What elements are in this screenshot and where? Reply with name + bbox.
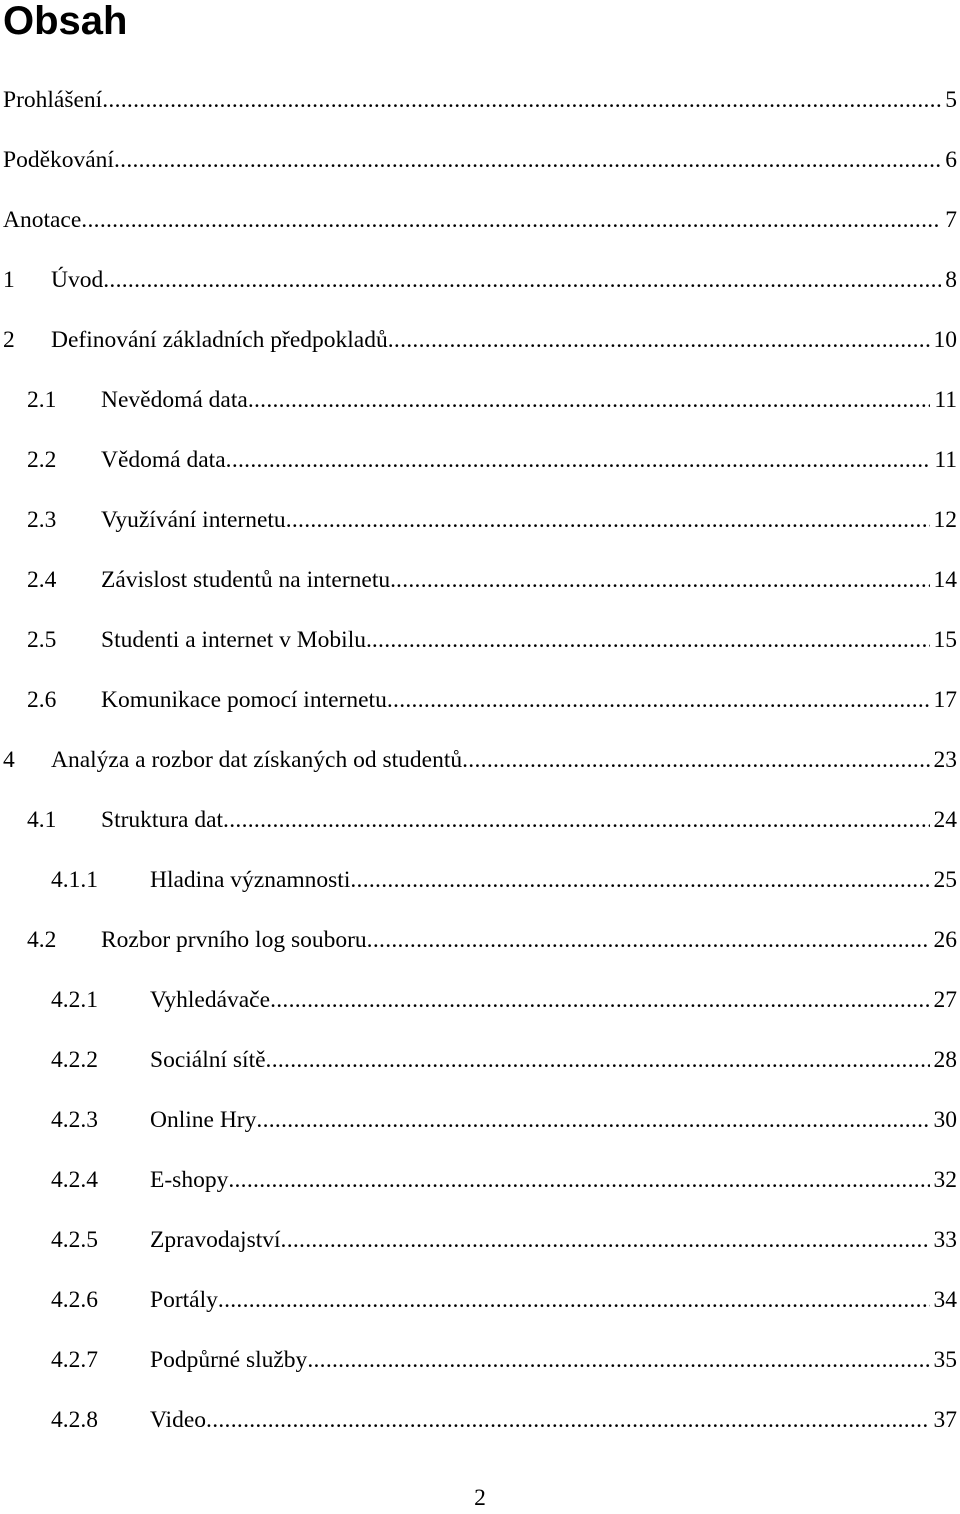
toc-entry-page: 11 bbox=[934, 447, 957, 473]
toc-entry-page: 12 bbox=[933, 507, 957, 533]
toc-entry-title: Nevědomá data bbox=[101, 387, 248, 413]
page-title: Obsah bbox=[3, 0, 128, 43]
table-of-contents bbox=[0, 70, 960, 1450]
toc-entry-row bbox=[51, 1330, 957, 1390]
toc-entry[interactable] bbox=[0, 1270, 960, 1330]
toc-entry-row bbox=[3, 310, 957, 370]
toc-entry-number: 4.2.2 bbox=[51, 1047, 98, 1073]
toc-entry-title: Video bbox=[150, 1407, 207, 1433]
toc-entry-row bbox=[3, 190, 957, 250]
toc-entry-number: 2.3 bbox=[27, 507, 57, 533]
toc-entry-title: Analýza a rozbor dat získaných od studentů bbox=[51, 747, 463, 773]
toc-entry-title: Rozbor prvního log souboru bbox=[101, 927, 367, 953]
toc-entry-page: 32 bbox=[933, 1167, 957, 1193]
toc-entry[interactable] bbox=[0, 1150, 960, 1210]
toc-dot-leader bbox=[206, 1390, 929, 1450]
toc-entry-row bbox=[3, 130, 957, 190]
toc-entry-row bbox=[51, 1390, 957, 1450]
toc-dot-leader bbox=[266, 1030, 930, 1090]
toc-entry-title: Využívání internetu bbox=[101, 507, 286, 533]
toc-entry-title: Vědomá data bbox=[101, 447, 226, 473]
toc-entry[interactable] bbox=[0, 1210, 960, 1270]
toc-entry-number: 2 bbox=[3, 327, 15, 353]
toc-entry-title: Komunikace pomocí internetu bbox=[101, 687, 387, 713]
toc-entry-row bbox=[3, 730, 957, 790]
toc-entry-number: 2.5 bbox=[27, 627, 57, 653]
toc-entry-title: Úvod bbox=[51, 267, 104, 293]
toc-entry-row bbox=[3, 250, 957, 310]
toc-entry-title: Prohlášení bbox=[3, 87, 103, 113]
toc-entry-row bbox=[51, 1210, 957, 1270]
toc-dot-leader bbox=[286, 490, 930, 550]
toc-entry-page: 7 bbox=[945, 207, 957, 233]
toc-entry-page: 30 bbox=[933, 1107, 957, 1133]
toc-entry-page: 25 bbox=[933, 867, 957, 893]
toc-entry[interactable] bbox=[0, 430, 960, 490]
toc-entry-number: 2.6 bbox=[27, 687, 57, 713]
toc-entry-page: 10 bbox=[933, 327, 957, 353]
toc-entry[interactable] bbox=[0, 850, 960, 910]
toc-entry-title: Struktura dat bbox=[101, 807, 224, 833]
toc-entry-row bbox=[51, 1030, 957, 1090]
toc-dot-leader bbox=[103, 250, 941, 310]
toc-entry[interactable] bbox=[0, 1090, 960, 1150]
toc-entry-row bbox=[51, 850, 957, 910]
toc-entry-row bbox=[27, 370, 957, 430]
toc-entry-page: 11 bbox=[934, 387, 957, 413]
toc-entry-page: 17 bbox=[933, 687, 957, 713]
toc-entry[interactable] bbox=[0, 550, 960, 610]
toc-entry-title: Anotace bbox=[3, 207, 82, 233]
toc-entry-title: Studenti a internet v Mobilu. bbox=[101, 627, 372, 653]
toc-entry-number: 2.2 bbox=[27, 447, 57, 473]
toc-dot-leader bbox=[350, 850, 929, 910]
toc-entry[interactable] bbox=[0, 310, 960, 370]
toc-entry-number: 4.2.1 bbox=[51, 987, 98, 1013]
toc-entry-page: 23 bbox=[933, 747, 957, 773]
toc-entry[interactable] bbox=[0, 670, 960, 730]
toc-entry-title: Poděkování bbox=[3, 147, 114, 173]
toc-entry-number: 4.2.8 bbox=[51, 1407, 98, 1433]
toc-entry[interactable] bbox=[0, 70, 960, 130]
toc-entry-row bbox=[51, 970, 957, 1030]
toc-entry-page: 6 bbox=[945, 147, 957, 173]
toc-entry[interactable] bbox=[0, 490, 960, 550]
page-number: 2 bbox=[474, 1485, 486, 1511]
toc-entry-page: 37 bbox=[933, 1407, 957, 1433]
toc-dot-leader bbox=[102, 70, 941, 130]
toc-dot-leader bbox=[372, 610, 930, 670]
toc-entry[interactable] bbox=[0, 610, 960, 670]
toc-dot-leader bbox=[367, 910, 930, 970]
toc-dot-leader bbox=[388, 310, 930, 370]
toc-entry-title: Definování základních předpokladů bbox=[51, 327, 388, 353]
toc-entry[interactable] bbox=[0, 250, 960, 310]
toc-entry-number: 2.1 bbox=[27, 387, 57, 413]
toc-entry-number: 4.2.7 bbox=[51, 1347, 98, 1373]
toc-entry-title: Závislost studentů na internetu. bbox=[101, 567, 397, 593]
toc-entry-page: 15 bbox=[933, 627, 957, 653]
toc-dot-leader bbox=[114, 130, 941, 190]
toc-entry-title: E-shopy bbox=[150, 1167, 229, 1193]
toc-entry[interactable] bbox=[0, 1030, 960, 1090]
toc-entry-page: 35 bbox=[933, 1347, 957, 1373]
toc-entry-title: Portály bbox=[150, 1287, 218, 1313]
toc-entry[interactable] bbox=[0, 910, 960, 970]
toc-entry[interactable] bbox=[0, 130, 960, 190]
toc-entry-row bbox=[3, 70, 957, 130]
toc-entry[interactable] bbox=[0, 970, 960, 1030]
toc-entry-title: Zpravodajství bbox=[150, 1227, 281, 1253]
toc-dot-leader bbox=[307, 1330, 929, 1390]
toc-entry-title: Online Hry bbox=[150, 1107, 257, 1133]
toc-dot-leader bbox=[226, 430, 931, 490]
toc-entry[interactable] bbox=[0, 1390, 960, 1450]
toc-entry-page: 34 bbox=[933, 1287, 957, 1313]
toc-entry-number: 2.4 bbox=[27, 567, 57, 593]
toc-dot-leader bbox=[281, 1210, 930, 1270]
toc-entry-title: Hladina významnosti bbox=[150, 867, 351, 893]
toc-entry-row bbox=[51, 1090, 957, 1150]
toc-entry-row bbox=[27, 910, 957, 970]
toc-entry-page: 14 bbox=[933, 567, 957, 593]
toc-dot-leader bbox=[396, 550, 929, 610]
toc-dot-leader bbox=[270, 970, 929, 1030]
toc-entry-title: Vyhledávače bbox=[150, 987, 271, 1013]
toc-entry-title: Sociální sítě bbox=[150, 1047, 266, 1073]
toc-dot-leader bbox=[462, 730, 929, 790]
toc-dot-leader bbox=[218, 1270, 930, 1330]
toc-entry-page: 8 bbox=[945, 267, 957, 293]
toc-dot-leader bbox=[256, 1090, 929, 1150]
toc-dot-leader bbox=[387, 670, 930, 730]
toc-entry[interactable] bbox=[0, 790, 960, 850]
toc-entry-number: 1 bbox=[3, 267, 15, 293]
toc-entry-page: 27 bbox=[933, 987, 957, 1013]
toc-entry-title: Podpůrné služby bbox=[150, 1347, 308, 1373]
toc-entry[interactable] bbox=[0, 370, 960, 430]
toc-entry-number: 4.2.5 bbox=[51, 1227, 98, 1253]
toc-entry[interactable] bbox=[0, 1330, 960, 1390]
toc-dot-leader bbox=[228, 1150, 929, 1210]
toc-entry-number: 4.2.3 bbox=[51, 1107, 98, 1133]
toc-entry-row bbox=[27, 610, 957, 670]
toc-entry-row bbox=[27, 490, 957, 550]
toc-entry-row bbox=[51, 1150, 957, 1210]
toc-entry-page: 5 bbox=[945, 87, 957, 113]
toc-dot-leader bbox=[248, 370, 931, 430]
toc-entry-number: 4.1.1 bbox=[51, 867, 98, 893]
toc-entry-page: 24 bbox=[933, 807, 957, 833]
toc-entry-number: 4.2 bbox=[27, 927, 57, 953]
toc-dot-leader bbox=[81, 190, 941, 250]
toc-entry-page: 33 bbox=[933, 1227, 957, 1253]
toc-dot-leader bbox=[223, 790, 929, 850]
toc-entry-row bbox=[27, 670, 957, 730]
toc-entry-number: 4.2.6 bbox=[51, 1287, 98, 1313]
toc-entry[interactable] bbox=[0, 190, 960, 250]
toc-entry-number: 4.1 bbox=[27, 807, 57, 833]
toc-entry-row bbox=[27, 790, 957, 850]
toc-entry-number: 4 bbox=[3, 747, 15, 773]
toc-entry[interactable] bbox=[0, 730, 960, 790]
toc-entry-number: 4.2.4 bbox=[51, 1167, 98, 1193]
toc-entry-row bbox=[51, 1270, 957, 1330]
toc-entry-row bbox=[27, 550, 957, 610]
toc-entry-page: 28 bbox=[933, 1047, 957, 1073]
toc-entry-row bbox=[27, 430, 957, 490]
toc-entry-page: 26 bbox=[933, 927, 957, 953]
